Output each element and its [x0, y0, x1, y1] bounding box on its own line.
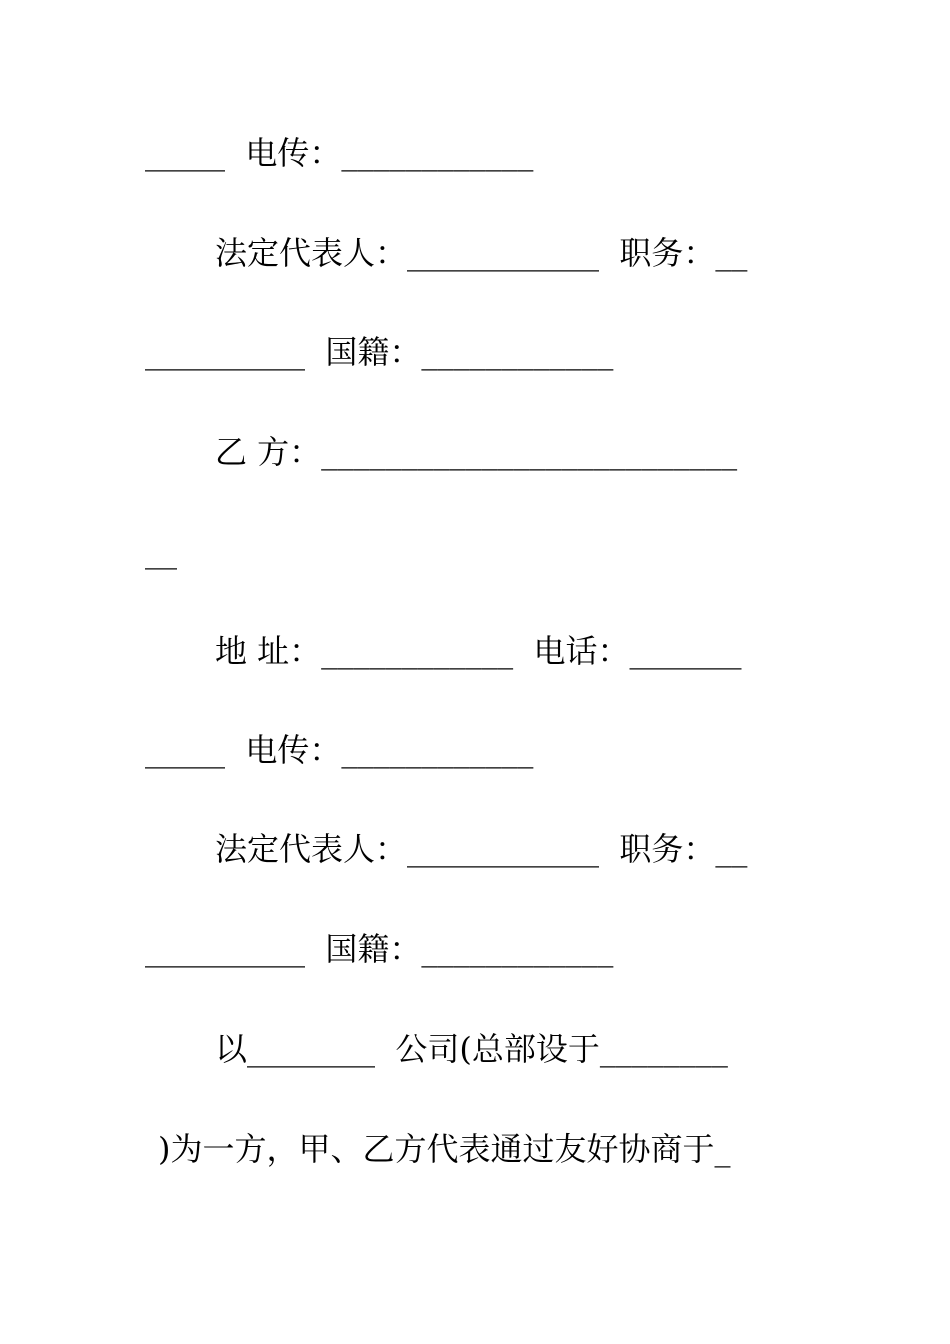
party-b-continuation-line: __: [145, 532, 177, 570]
company-headquarters-line: 以________ 公司(总部设于________: [215, 1030, 728, 1068]
agreement-negotiation-line: )为一方，甲、乙方代表通过友好协商于_: [158, 1130, 731, 1168]
party-a-legal-representative-line: 法定代表人：____________ 职务：__: [215, 234, 748, 272]
party-b-legal-representative-line: 法定代表人：____________ 职务：__: [215, 830, 748, 868]
party-b-line: 乙 方：__________________________: [215, 433, 738, 471]
party-b-nationality-line: __________ 国籍：____________: [145, 930, 614, 968]
party-b-fax-line: _____ 电传：____________: [145, 731, 534, 769]
party-b-address-phone-line: 地 址：____________ 电话：_______: [215, 632, 742, 670]
party-a-nationality-line: __________ 国籍：____________: [145, 333, 614, 371]
party-a-fax-line: _____ 电传：____________: [145, 134, 534, 172]
